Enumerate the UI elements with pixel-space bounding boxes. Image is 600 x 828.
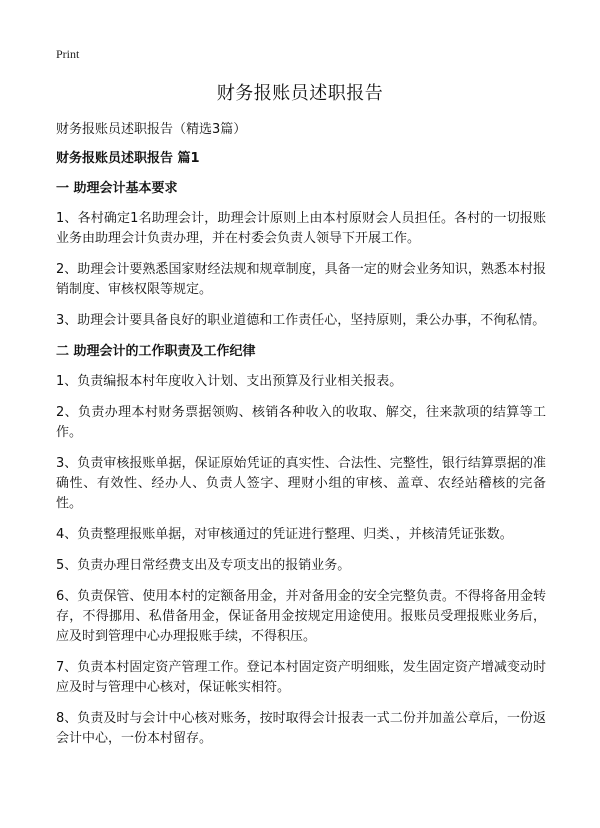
paragraph: 2、负责办理本村财务票据领购、核销各种收入的收取、解交，往来款项的结算等工作。 — [56, 405, 546, 440]
paragraph: 3、负责审核报账单据，保证原始凭证的真实性、合法性、完整性，银行结算票据的准确性、有效性、经办人、负责人签字、理财小组的审核、盖章、农经站稽核的完备性。 — [56, 456, 546, 511]
paragraph: 7、负责本村固定资产管理工作。登记本村固定资产明细账，发生固定资产增减变动时应及时与管理中心核对，保证帐实相符。 — [56, 660, 546, 695]
paragraph: 4、负责整理报账单据，对审核通过的凭证进行整理、归类、，并核清凭证张数。 — [56, 527, 513, 542]
section-heading-duties-discipline: 二 助理会计的工作职责及工作纪律 — [56, 344, 256, 359]
article-heading: 财务报账员述职报告 篇1 — [56, 151, 200, 166]
document-body — [56, 120, 546, 760]
paragraph: 2、助理会计要熟悉国家财经法规和规章制度，具备一定的财会业务知识，熟悉本村报销制度、审核权限等规定。 — [56, 262, 546, 297]
paragraph: 8、负责及时与会计中心核对账务，按时取得会计报表一式二份并加盖公章后，一份返会计中心，一份本村留存。 — [56, 711, 546, 746]
paragraph: 1、负责编报本村年度收入计划、支出预算及行业相关报表。 — [56, 374, 403, 389]
paragraph: 5、负责办理日常经费支出及专项支出的报销业务。 — [56, 558, 351, 573]
section-heading-basic-requirements: 一 助理会计基本要求 — [56, 181, 178, 196]
paragraph: 6、负责保管、使用本村的定额备用金，并对备用金的安全完整负责。不得将备用金转存，不得挪用、私借备用金，保证备用金按规定用途使用。报账员受理报账业务后，应及时到管理中心办理报账手续，不得积压。 — [56, 589, 546, 644]
document-subtitle: 财务报账员述职报告（精选3篇） — [56, 122, 247, 137]
paragraph: 3、助理会计要具备良好的职业道德和工作责任心，坚持原则，秉公办事，不徇私情。 — [56, 313, 546, 328]
document-title: 财务报账员述职报告 — [216, 83, 384, 104]
paragraph: 1、各村确定1名助理会计，助理会计原则上由本村原财会人员担任。各村的一切报账业务由助理会计负责办理，并在村委会负责人领导下开展工作。 — [56, 211, 546, 246]
print-label: Print — [56, 47, 80, 61]
